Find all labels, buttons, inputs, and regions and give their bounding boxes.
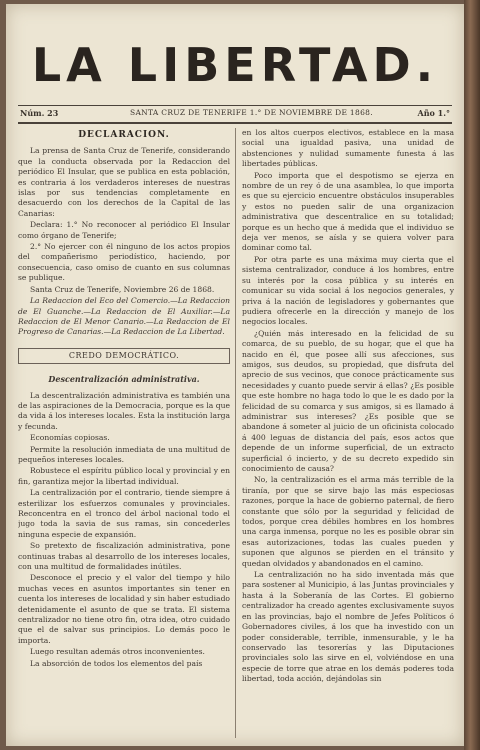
paragraph: La absorción de todos los elementos del país [30, 658, 203, 668]
paragraph: Santa Cruz de Tenerife, Noviembre 26 de 1868. [30, 284, 215, 294]
book-binding [464, 0, 480, 750]
issue-year: Año 1.° [417, 108, 450, 118]
paragraph: La descentralización administrativa es también una de las aspiraciones de la Democracia, porque es la que da vida á los intereses locales. Esta la institución larga y fecunda. [18, 390, 230, 431]
bottom-rule [18, 122, 452, 124]
left-column [18, 128, 230, 742]
paragraph: Robustece el espíritu público local y provincial y en fin, garantiza mejor la libertad individual. [18, 466, 230, 486]
paragraph: No, la centralización es el arma más terrible de la tiranía, por que se sirve bajo las más especiosas razones, porque la hace de gobierno paternal, de fiero constante que sólo por la seguridad y felicidad de todos, porque crea débiles hombres en los hombres una carga inmensa, porque no les es posible obrar sin esas autorizaciones, todas las cuales pueden y suponen que algunos se pierden en el tránsito y quedan olvidados y abandonados en el camino. [242, 475, 454, 568]
paragraph: Por otra parte es una máxima muy cierta que el sistema centralizador, conduce á los hombres, entre su interés por la cosa pública y su interés en comunicar su vida social á los negocios generales, y priva á la nación de legisladores y gobernantes que pudiera ofrecerle en la dirección y manejo de los negocios locales. [242, 254, 454, 327]
declaration-title: DECLARACION. [78, 130, 170, 140]
paragraph: Economías copiosas. [30, 433, 110, 443]
paragraph: La centralización no ha sido inventada más que para sostener al Municipio, á las Juntas provinciales y hasta á la Soberanía de las Cortes. El gobierno centralizador ha creado agentes exclusivamente suyos en las provincias, bajo el nombre de Jefes Políticos ó Gobernadores civiles, á los que ha investido con un poder considerable, terrible, inmensurable, y le ha conservado las tesorerías y las Diputaciones provinciales solo las sirve en el, volviéndose en una especie de torre que atrae en los demás poderes toda libertad, toda acción, dejándolas sin [242, 570, 454, 684]
section-heading: CREDO DEMOCRÁTICO. [18, 348, 230, 364]
paragraph: La prensa de Santa Cruz de Tenerife, considerando que la conducta observada por la Redaccion del periódico El Insular, que se publica en esta población, es contraria á los verdaderos intereses de nuestras islas por sus tendencias completamente en desacuerdo con los derechos de la Capital de las Canarias: [18, 146, 230, 218]
paragraph: So pretexto de fiscalización administrativa, pone continuas trabas al desarrollo de los intereses locales, con una multitud de formalidades inútiles. [18, 541, 230, 572]
paragraph: ¿Quién más interesado en la felicidad de su comarca, de su pueblo, de su hogar, que el que ha nacido en él, que posee allí sus afecciones, sus amigos, sus deudos, su propiedad, que disfruta del aprecio de sus vecinos, que conoce prácticamente sus necesidades y cuanto puede servir á ellas? ¿Es posible que este hombre no haga todo lo que le es dado por la felicidad de su comarca y sus amigos, si es llamado á administrar sus intereses? ¿Es posible que se abandone á someter al juicio de un oficinista colocado á 400 leguas de distancia del país, esos actos que depende de un informe superficial, de un extracto superficial ó incierto, y de su decreto expedido sin conocimiento de causa? [242, 328, 454, 473]
issue-meta [20, 108, 450, 122]
right-column [242, 128, 454, 742]
paragraph: Desconoce el precio y el valor del tiempo y hilo muchas veces en asuntos importantes sin tener en cuenta los intereses de localidad y sin haber estudiado detenidamente el asunto de que se trata. El sistema centralizador no tiene otro fin, otra idea, otro cuidado que el de salvar sus principios. Lo demás poco le importa. [18, 573, 230, 645]
top-rule [18, 105, 452, 106]
subsection-heading: Descentralización administrativa. [48, 374, 200, 385]
masthead: LA LIBERTAD. [31, 38, 439, 92]
paragraph: La centralización por el contrario, tiende siempre á esterilizar los esfuerzos comunales y provinciales. Reconcentra en el tronco del árbol nacional todo el jugo toda la savia de sus ramas, sin concederles ninguna especie de expansión. [18, 488, 230, 539]
issue-number: Núm. 23 [20, 108, 59, 118]
paragraph: Permite la resolución inmediata de una multitud de pequeños intereses locales. [18, 444, 230, 464]
paragraph: Luego resultan además otros inconvenientes. [30, 647, 205, 657]
signatories: La Redaccion del Eco del Comercio.—La Redaccion de El Guanche.—La Redaccion de El Auxiliar.—La Redaccion de El Menor Canario.—La Redaccion de El Progreso de Canarias.—La Redaccion de La Libertad. [18, 296, 230, 337]
newspaper-page [6, 4, 464, 746]
paragraph: en los altos cuerpos electivos, establece en la masa social una igualdad pasiva, una unidad de abstenciones y nulidad sumamente funesta á las libertades públicas. [242, 128, 454, 169]
paragraph: Poco importa que el despotismo se ejerza en nombre de un rey ó de una asamblea, lo que importa es que su ejercicio encuentre obstáculos insuperables y estos no pueden salir de una organizacion administrativa que descentralice en su totalidad; porque es un hecho que á medida que el individuo se deja ver menos, se aísla y se quiera volver para dominar como tal. [242, 170, 454, 253]
column-divider [235, 128, 236, 738]
paragraph: 2.° No ejercer con él ninguno de los actos propios del compañerismo periodístico, haciendo, por consecuencia, caso omiso de cuanto en sus columnas se publique. [18, 242, 230, 283]
place-date: SANTA CRUZ DE TENERIFE 1.° DE NOVIEMBRE DE 1868. [130, 108, 373, 117]
paragraph: Declara: 1.° No reconocer al periódico El Insular como órgano de Tenerife; [18, 220, 230, 240]
